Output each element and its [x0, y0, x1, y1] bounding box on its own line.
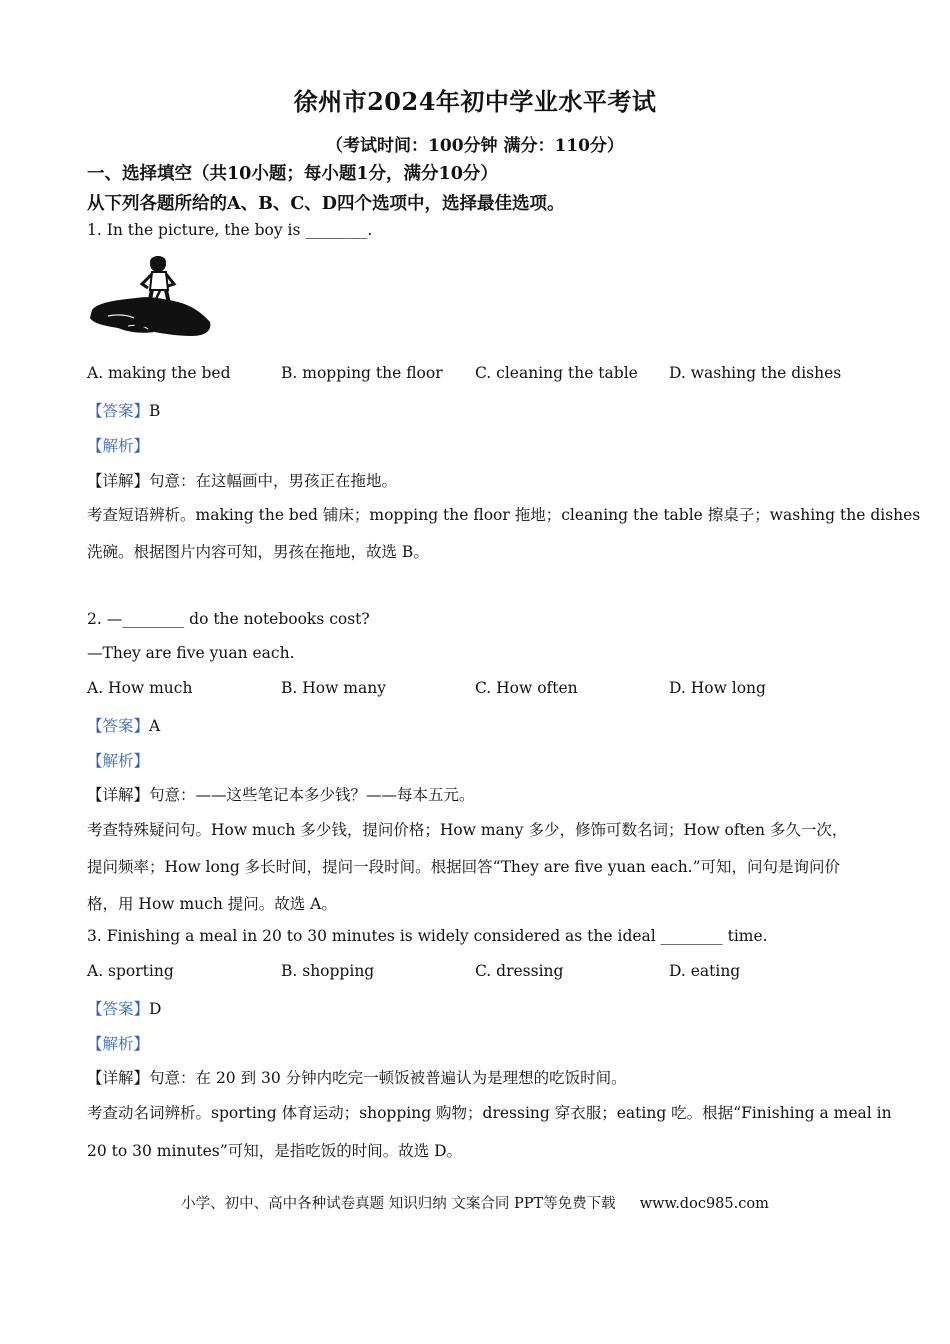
q2-detail-text: 句意：——这些笔记本多少钱？——每本五元。 — [149, 786, 475, 804]
question-2-stem: 2. —________ do the notebooks cost? — [87, 610, 370, 628]
q1-option-c: C. cleaning the table — [475, 364, 638, 382]
footer-text: 小学、初中、高中各种试卷真题 知识归纳 文案合同 PPT等免费下载 — [181, 1196, 616, 1212]
q3-option-a: A. sporting — [87, 962, 174, 980]
answer-label: 【答案】 — [87, 1000, 150, 1018]
q1-option-b: B. mopping the floor — [281, 364, 443, 382]
detail-label: 【详解】 — [87, 786, 150, 804]
q1-option-d: D. washing the dishes — [669, 364, 842, 382]
detail-label: 【详解】 — [87, 472, 150, 490]
boy-mopping-floor-illustration — [88, 252, 214, 338]
q2-analysis-label: 【解析】 — [87, 752, 150, 770]
q2-detail — [87, 783, 475, 805]
q3-detail — [87, 1066, 627, 1088]
exam-info: （考试时间：100分钟 满分：110分） — [326, 136, 624, 156]
q1-explanation-line-2: 洗碗。根据图片内容可知，男孩在拖地，故选 B。 — [87, 543, 429, 561]
q2-answer-value: A — [149, 717, 161, 735]
q1-detail — [87, 469, 397, 491]
q2-explanation-line-1: 考查特殊疑问句。How much 多少钱，提问价格；How many 多少，修饰可数名词；How often 多久一次， — [87, 821, 848, 839]
q3-explanation-line-2: 20 to 30 minutes”可知，是指吃饭的时间。故选 D。 — [87, 1142, 463, 1160]
answer-label: 【答案】 — [87, 402, 150, 420]
q1-detail-text: 句意：在这幅画中，男孩正在拖地。 — [149, 472, 398, 490]
q1-analysis-label: 【解析】 — [87, 437, 150, 455]
detail-label: 【详解】 — [87, 1069, 150, 1087]
q1-option-a: A. making the bed — [87, 364, 231, 382]
q3-option-d: D. eating — [669, 962, 741, 980]
page-title: 徐州市2024年初中学业水平考试 — [293, 87, 657, 116]
q2-option-b: B. How many — [281, 679, 386, 697]
section-instruction: 从下列各题所给的A、B、C、D四个选项中，选择最佳选项。 — [87, 194, 565, 214]
q3-analysis-label: 【解析】 — [87, 1035, 150, 1053]
page-footer — [0, 1192, 950, 1213]
question-2-response: —They are five yuan each. — [87, 644, 295, 662]
q2-explanation-line-2: 提问频率；How long 多长时间，提问一段时间。根据回答“They are five yuan each.”可知，问句是询问价 — [87, 858, 841, 876]
q1-explanation-line-1: 考查短语辨析。making the bed 铺床；mopping the floor 拖地；cleaning the table 擦桌子；washing the dishes — [87, 506, 921, 524]
q2-option-c: C. How often — [475, 679, 578, 697]
section-heading: 一、选择填空（共10小题；每小题1分，满分10分） — [87, 164, 498, 184]
footer-url[interactable]: www.doc985.com — [639, 1196, 769, 1212]
answer-label: 【答案】 — [87, 717, 150, 735]
q2-option-d: D. How long — [669, 679, 766, 697]
q2-option-a: A. How much — [87, 679, 193, 697]
q3-option-b: B. shopping — [281, 962, 375, 980]
question-3-stem: 3. Finishing a meal in 20 to 30 minutes is widely considered as the ideal ________ time. — [87, 927, 768, 945]
q3-answer — [87, 997, 161, 1019]
q1-answer-value: B — [149, 402, 161, 420]
q1-answer — [87, 399, 160, 421]
q2-explanation-line-3: 格，用 How much 提问。故选 A。 — [87, 895, 337, 913]
q3-option-c: C. dressing — [475, 962, 564, 980]
q3-answer-value: D — [149, 1000, 162, 1018]
question-1-stem: 1. In the picture, the boy is ________. — [87, 221, 373, 239]
q3-explanation-line-1: 考查动名词辨析。sporting 体育运动；shopping 购物；dressing 穿衣服；eating 吃。根据“Finishing a meal in — [87, 1104, 892, 1122]
q3-detail-text: 句意：在 20 到 30 分钟内吃完一顿饭被普遍认为是理想的吃饭时间。 — [149, 1069, 627, 1087]
q2-answer — [87, 714, 160, 736]
